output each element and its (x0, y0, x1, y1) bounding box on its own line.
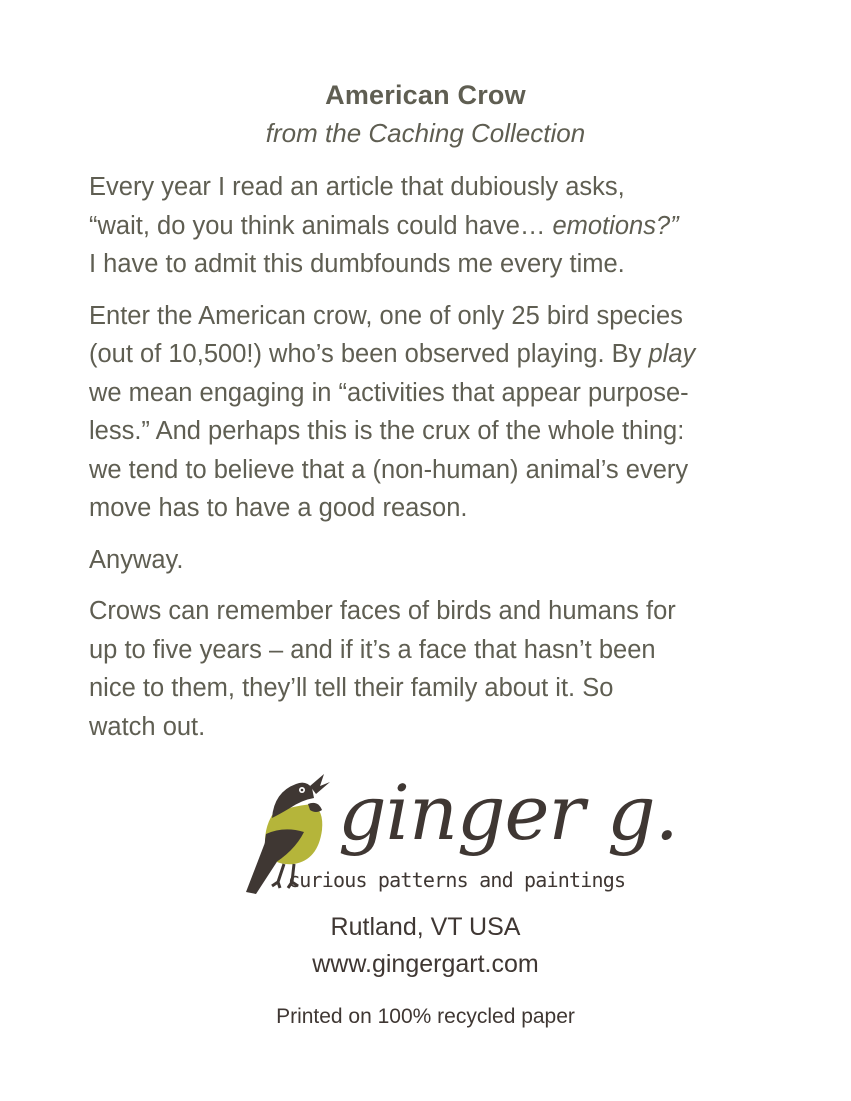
text-line: watch out. (89, 712, 206, 741)
body-text (89, 168, 779, 759)
paragraph-4 (89, 592, 779, 746)
text-line (89, 335, 779, 374)
text-line: I have to admit this dumbfounds me every time. (89, 250, 625, 278)
text-line: less.” And perhaps this is the crux of the whole thing: (89, 417, 685, 445)
paragraph-1 (89, 168, 779, 284)
brand-name: ginger g. (338, 768, 678, 857)
brand-tagline: curious patterns and paintings (288, 868, 626, 892)
emphasis-text: play (648, 340, 696, 368)
text-span: (out of 10,500!) who’s been observed playing. By (89, 340, 649, 368)
text-line (89, 207, 779, 246)
card-header (0, 76, 851, 152)
website-text: www.gingergart.com (312, 950, 539, 978)
text-line: Anyway. (89, 545, 184, 574)
text-line: we tend to believe that a (non-human) animal’s every (89, 455, 689, 484)
text-line: Enter the American crow, one of only 25 bird species (89, 301, 683, 330)
emphasis-text: emotions?” (552, 211, 679, 240)
text-line: Every year I read an article that dubiously asks, (89, 173, 625, 201)
text-line: move has to have a good reason. (89, 494, 468, 522)
text-line: up to five years – and if it’s a face that hasn’t been (89, 635, 656, 664)
paragraph-2 (89, 297, 779, 528)
text-line: Crows can remember faces of birds and humans for (89, 597, 676, 625)
printed-note: Printed on 100% recycled paper (276, 1005, 575, 1028)
location-text: Rutland, VT USA (330, 913, 521, 941)
page-subtitle: from the Caching Collection (265, 118, 586, 148)
paragraph-3 (89, 541, 779, 580)
page-title: American Crow (325, 80, 526, 110)
text-span: “wait, do you think animals could have… (89, 211, 553, 240)
text-line: we mean engaging in “activities that appear purpose- (89, 378, 689, 407)
text-line: nice to them, they’ll tell their family about it. So (89, 674, 614, 702)
